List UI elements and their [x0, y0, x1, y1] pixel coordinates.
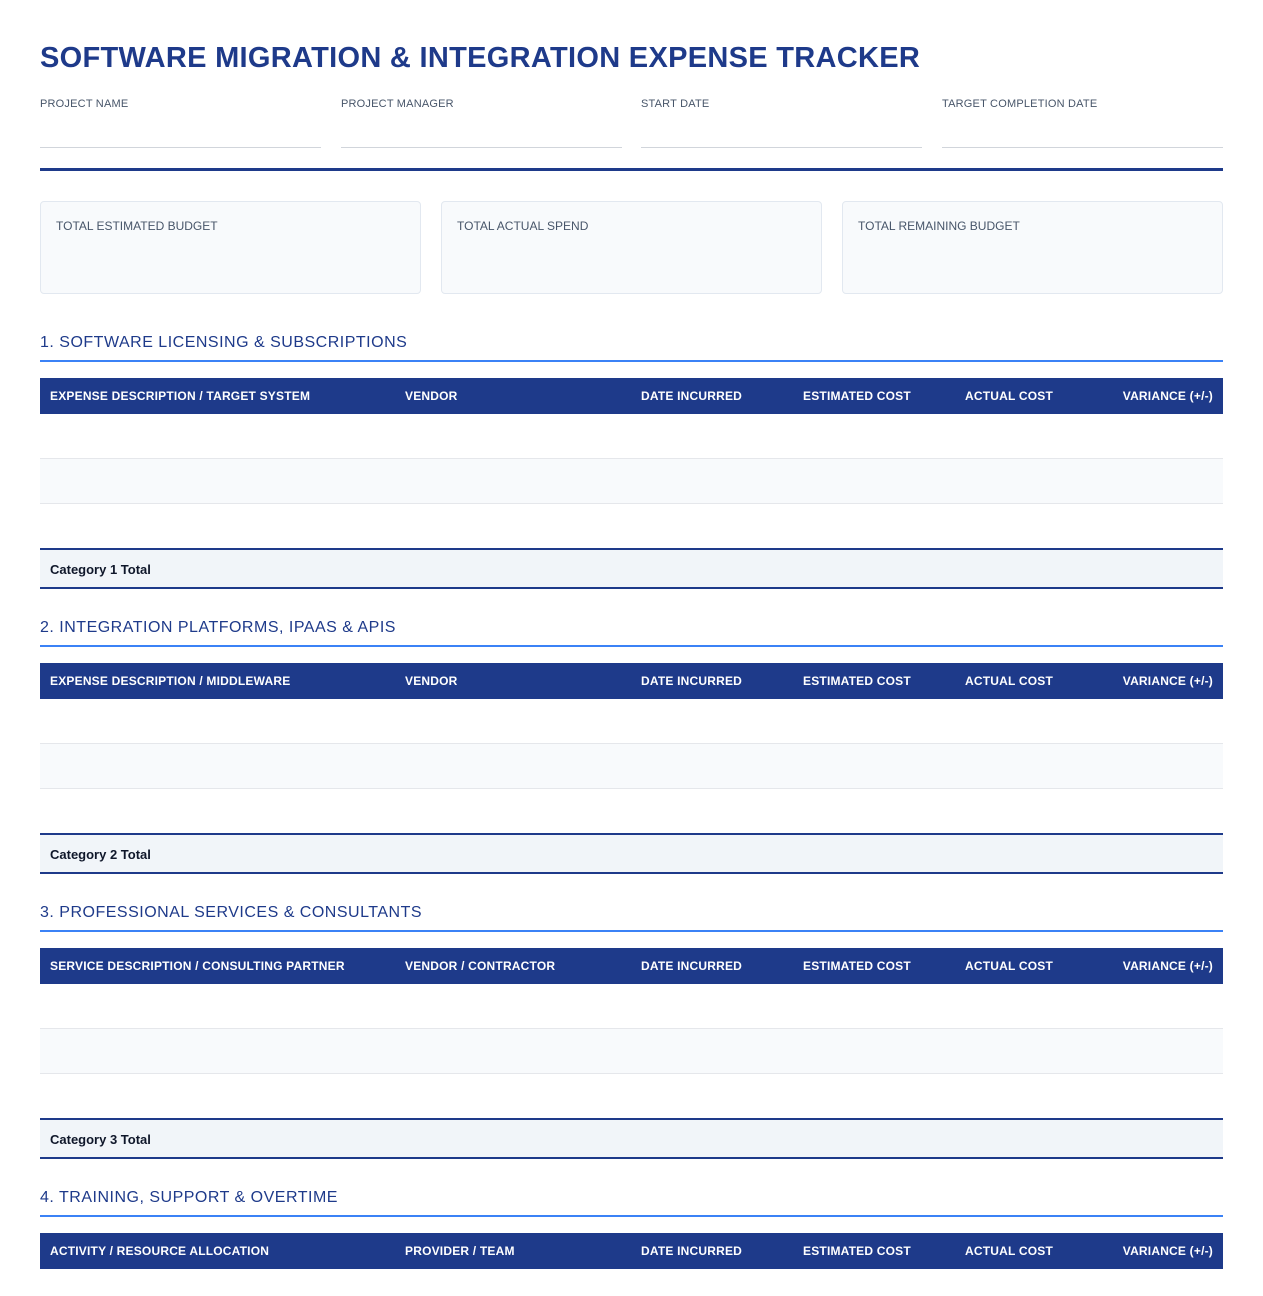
column-header-variance: VARIANCE (+/-) [1122, 674, 1213, 688]
category-total-label: Category 3 Total [50, 1132, 151, 1147]
column-header-description: SERVICE DESCRIPTION / CONSULTING PARTNER [50, 959, 345, 973]
start-date-field[interactable] [641, 98, 922, 148]
column-header-estimated: ESTIMATED COST [803, 959, 911, 973]
table-row[interactable] [40, 699, 1223, 744]
table-row[interactable] [40, 459, 1223, 504]
column-header-description: EXPENSE DESCRIPTION / MIDDLEWARE [50, 674, 291, 688]
section-training-support [40, 1188, 1223, 1296]
target-completion-date-label: TARGET COMPLETION DATE [942, 98, 1098, 110]
column-header-estimated: ESTIMATED COST [803, 674, 911, 688]
table-row[interactable] [40, 789, 1223, 834]
section-title: 3. PROFESSIONAL SERVICES & CONSULTANTS [40, 903, 1223, 932]
section-software-licensing [40, 333, 1223, 589]
table-row[interactable] [40, 984, 1223, 1029]
header-divider [40, 168, 1223, 171]
column-header-actual: ACTUAL COST [965, 959, 1053, 973]
column-header-date: DATE INCURRED [641, 959, 743, 973]
page-title: SOFTWARE MIGRATION & INTEGRATION EXPENSE TRACKER [40, 42, 921, 74]
column-header-actual: ACTUAL COST [965, 1244, 1053, 1258]
column-header-actual: ACTUAL COST [965, 389, 1053, 403]
total-remaining-budget-card [842, 201, 1223, 294]
table-header [40, 948, 1223, 984]
column-header-date: DATE INCURRED [641, 674, 743, 688]
section-professional-services [40, 903, 1223, 1159]
project-info-fields [40, 98, 1223, 148]
column-header-description: EXPENSE DESCRIPTION / TARGET SYSTEM [50, 389, 311, 403]
total-actual-spend-card [441, 201, 822, 294]
column-header-vendor: VENDOR / CONTRACTOR [405, 959, 556, 973]
total-actual-spend-label: TOTAL ACTUAL SPEND [457, 219, 589, 233]
column-header-description: ACTIVITY / RESOURCE ALLOCATION [50, 1244, 270, 1258]
table-row[interactable] [40, 744, 1223, 789]
project-manager-field[interactable] [341, 98, 622, 148]
column-header-estimated: ESTIMATED COST [803, 1244, 911, 1258]
category-total-row [40, 548, 1223, 589]
table-row[interactable] [40, 504, 1223, 549]
total-remaining-budget-label: TOTAL REMAINING BUDGET [858, 219, 1020, 233]
column-header-vendor: VENDOR [405, 674, 458, 688]
section-integration-platforms [40, 618, 1223, 874]
start-date-label: START DATE [641, 98, 710, 110]
category-total-label: Category 2 Total [50, 847, 151, 862]
section-title: 2. INTEGRATION PLATFORMS, IPAAS & APIS [40, 618, 1223, 647]
column-header-variance: VARIANCE (+/-) [1122, 1244, 1213, 1258]
table-header [40, 663, 1223, 699]
project-name-label: PROJECT NAME [40, 98, 129, 110]
total-estimated-budget-card [40, 201, 421, 294]
table-header [40, 1233, 1223, 1269]
table-header [40, 378, 1223, 414]
column-header-actual: ACTUAL COST [965, 674, 1053, 688]
category-total-row [40, 833, 1223, 874]
project-name-field[interactable] [40, 98, 321, 148]
section-title: 1. SOFTWARE LICENSING & SUBSCRIPTIONS [40, 333, 1223, 362]
table-row[interactable] [40, 1074, 1223, 1119]
target-completion-date-field[interactable] [942, 98, 1223, 148]
column-header-date: DATE INCURRED [641, 389, 743, 403]
column-header-variance: VARIANCE (+/-) [1122, 959, 1213, 973]
category-total-label: Category 1 Total [50, 562, 151, 577]
table-row[interactable] [40, 1029, 1223, 1074]
table-row[interactable] [40, 414, 1223, 459]
column-header-variance: VARIANCE (+/-) [1122, 389, 1213, 403]
section-title: 4. TRAINING, SUPPORT & OVERTIME [40, 1188, 1223, 1217]
column-header-date: DATE INCURRED [641, 1244, 743, 1258]
project-manager-label: PROJECT MANAGER [341, 98, 454, 110]
column-header-vendor: VENDOR [405, 389, 458, 403]
total-estimated-budget-label: TOTAL ESTIMATED BUDGET [56, 219, 218, 233]
category-total-row [40, 1118, 1223, 1159]
column-header-vendor: PROVIDER / TEAM [405, 1244, 515, 1258]
column-header-estimated: ESTIMATED COST [803, 389, 911, 403]
